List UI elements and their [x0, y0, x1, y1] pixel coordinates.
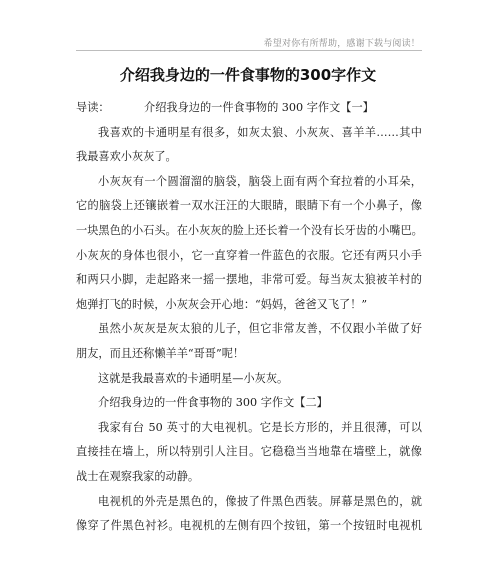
header-divider [76, 50, 422, 51]
paragraph-line: 炮弹打飞的时候，小灰灰会开心地：“妈妈，爸爸又飞了！” [76, 297, 368, 311]
paragraph-line: 它的脑袋上还镶嵌着一双水汪汪的大眼睛，眼睛下有一个小鼻子，像 [76, 199, 422, 213]
paragraph-line: 虽然小灰灰是灰太狼的儿子，但它非常友善，不仅跟小羊做了好 [98, 322, 422, 336]
paragraph-line: 像穿了件黑色衬衫。电视机的左侧有四个按钮，第一个按钮时电视机 [76, 519, 422, 533]
paragraph-line: 电视机的外壳是黑色的，像披了件黑色西装。屏幕是黑色的，就 [98, 494, 422, 508]
document-title: 介绍我身边的一件食事物的300字作文 [119, 66, 377, 84]
paragraph-line: 小灰灰的身体也很小，它一直穿着一件蓝色的衣服。它还有两只小手 [76, 248, 422, 262]
header-note: 希望对你有所帮助，感谢下载与阅读！ [263, 39, 420, 49]
paragraph-line: 小灰灰有一个圆溜溜的脑袋，脑袋上面有两个耷拉着的小耳朵， [98, 174, 422, 188]
paragraph-line: 战士在观察我家的动静。 [76, 469, 200, 483]
guide-text: 介绍我身边的一件食事物的 300 字作文【一】 [144, 101, 374, 114]
guide-line [76, 96, 422, 121]
paragraph-line: 我喜欢的卡通明星有很多，如灰太狼、小灰灰、喜羊羊……其中 [98, 125, 422, 139]
paragraph-line: 朋友，而且还称懒羊羊“哥哥”呢！ [76, 346, 245, 360]
section-heading: 介绍我身边的一件食事物的 300 字作文【二】 [98, 396, 328, 410]
paragraph-line: 我家有台 50 英寸的大电视机。它是长方形的，并且很薄，可以 [98, 420, 422, 434]
paragraph-line: 一块黑色的小石头。在小灰灰的脸上还长着一个没有长牙齿的小嘴巴。 [76, 223, 423, 237]
paragraph-line: 直接挂在墙上，所以特别引人注目。它稳稳当当地靠在墙壁上，就像 [76, 445, 422, 459]
document-body [76, 96, 422, 539]
paragraph-line: 和两只小脚，走起路来一摇一摆地，非常可爱。每当灰太狼被羊村的 [76, 273, 422, 287]
guide-label: 导读： [76, 101, 110, 114]
paragraph-line: 我最喜欢小灰灰了。 [76, 150, 177, 164]
paragraph-line: 这就是我最喜欢的卡通明星—小灰灰。 [98, 371, 289, 385]
